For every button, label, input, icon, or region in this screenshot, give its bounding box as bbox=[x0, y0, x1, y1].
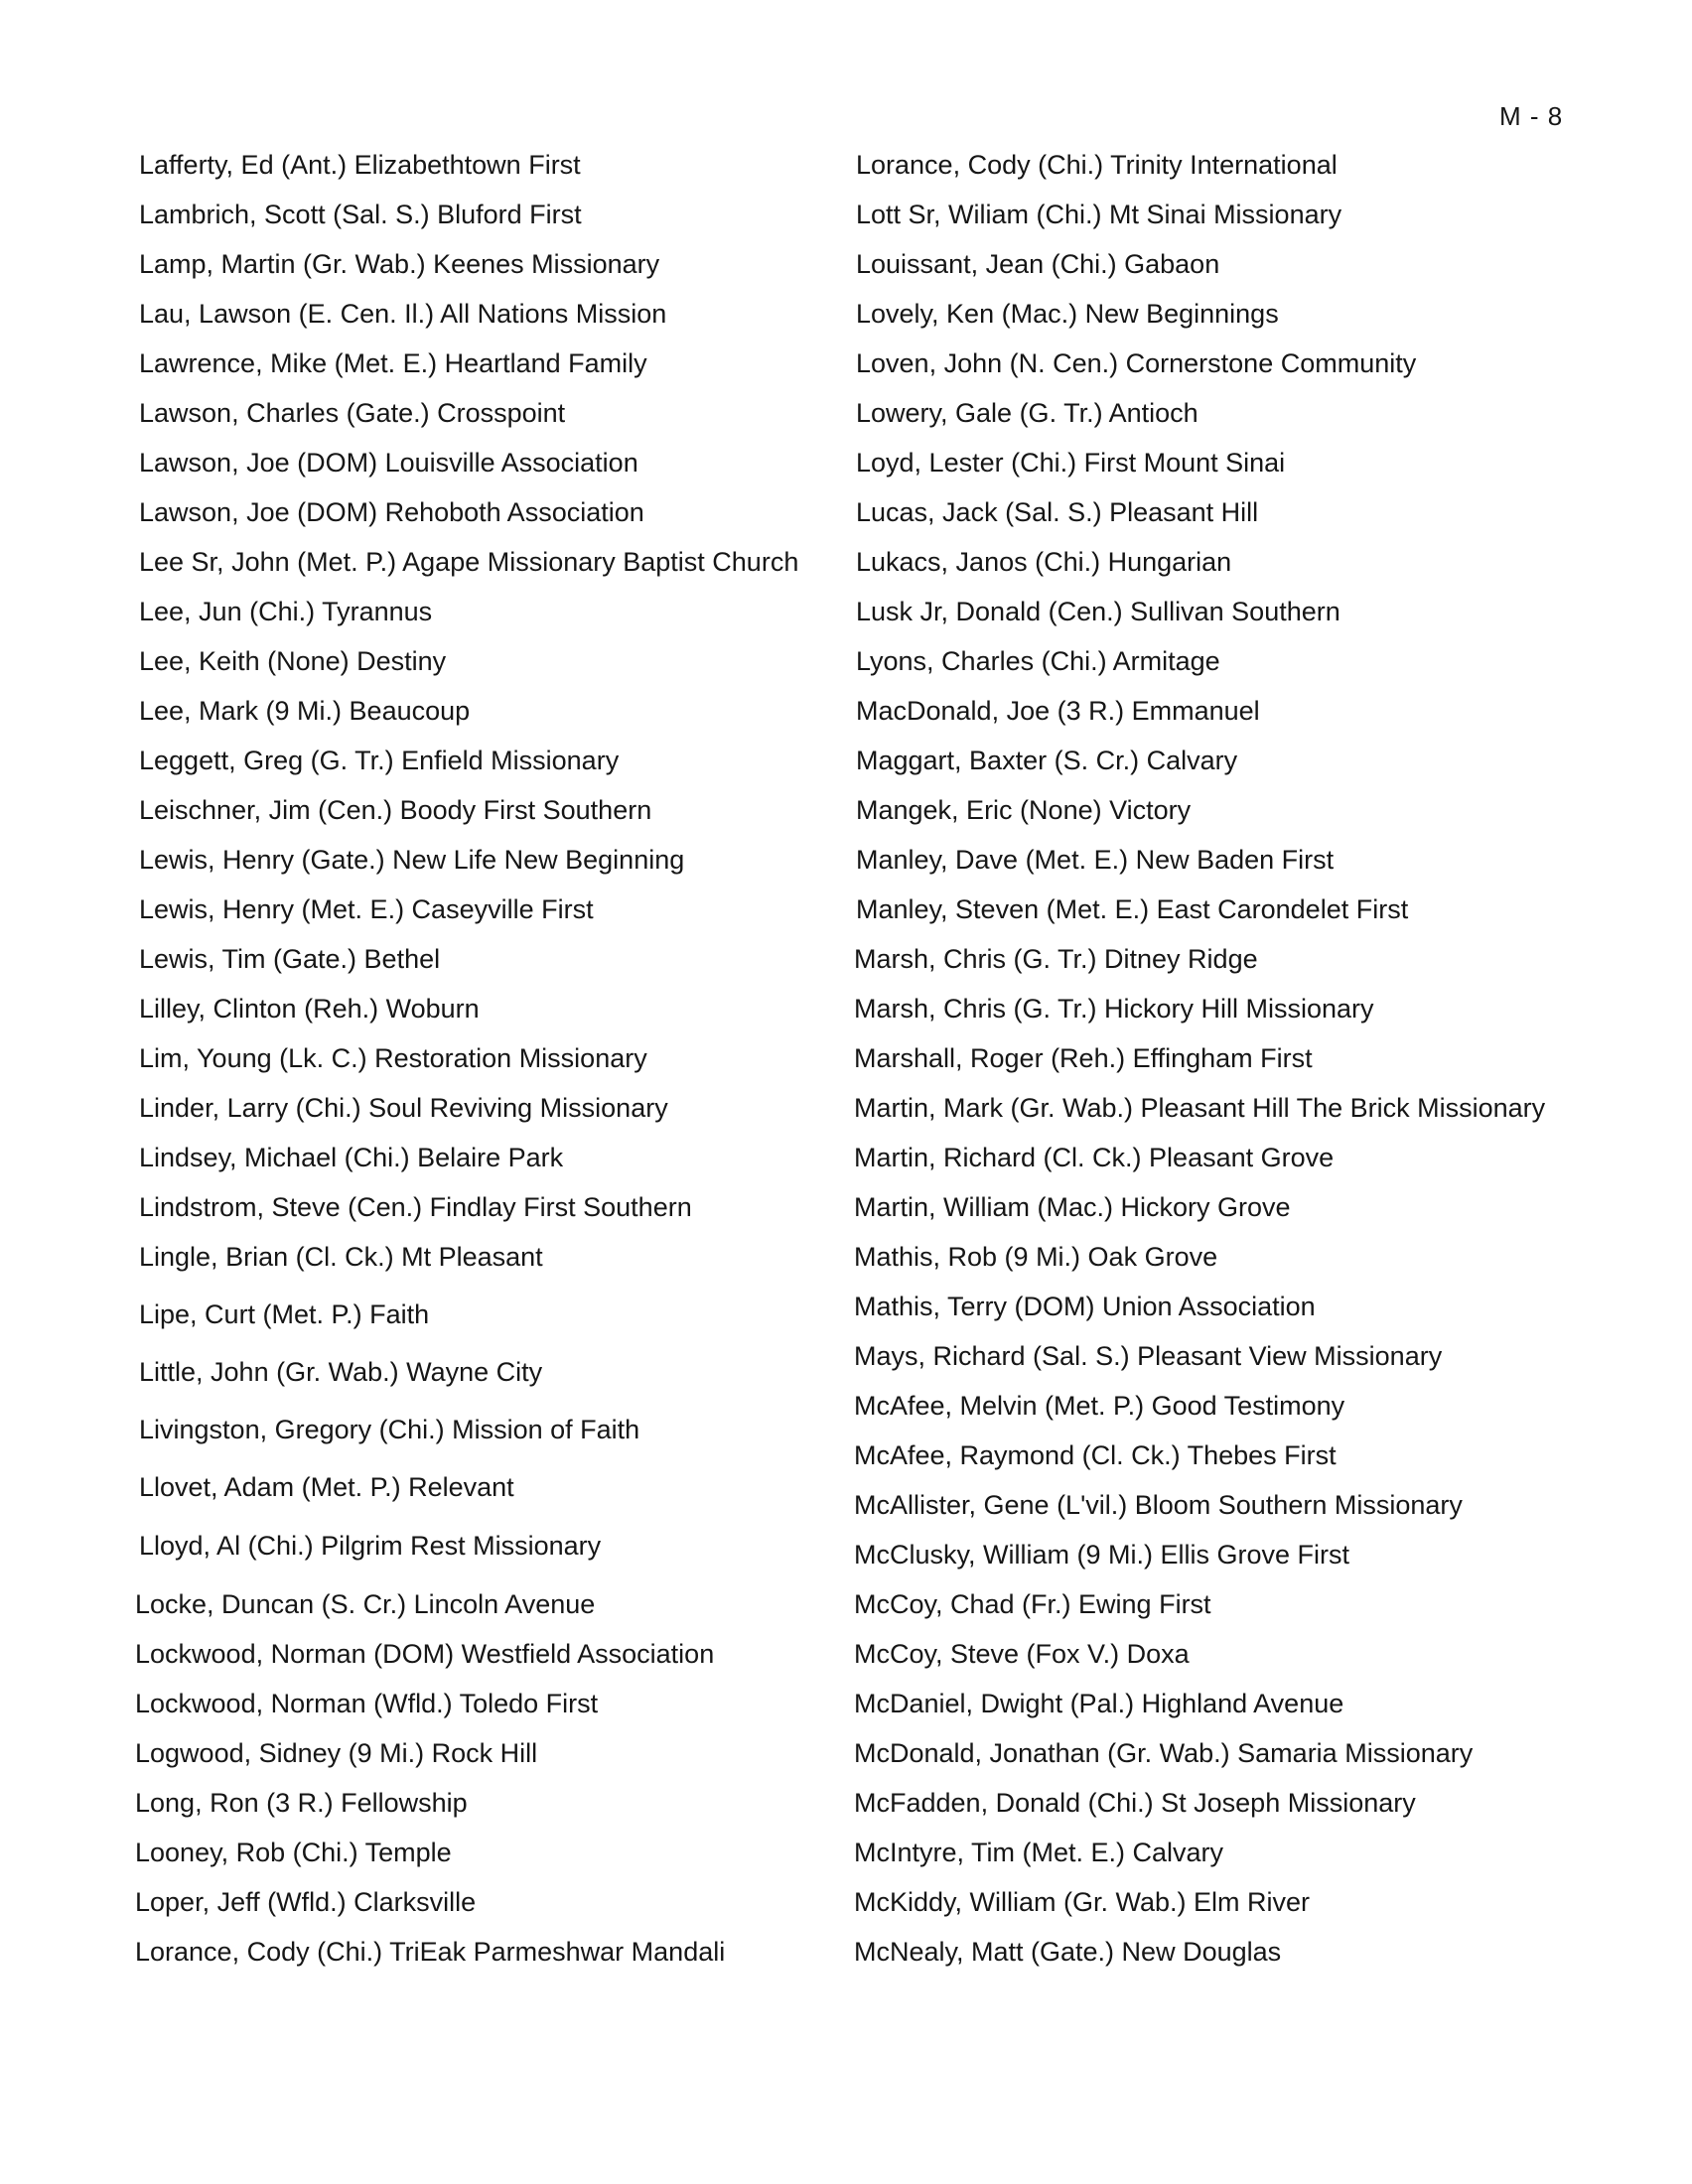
list-item: McDonald, Jonathan (Gr. Wab.) Samaria Missionary bbox=[854, 1738, 1474, 1768]
list-item: Lowery, Gale (G. Tr.) Antioch bbox=[856, 398, 1198, 428]
list-item: Lindsey, Michael (Chi.) Belaire Park bbox=[139, 1143, 564, 1172]
list-item: Martin, Richard (Cl. Ck.) Pleasant Grove bbox=[854, 1143, 1335, 1172]
list-item: Loven, John (N. Cen.) Cornerstone Community bbox=[856, 348, 1417, 378]
list-item: Loper, Jeff (Wfld.) Clarksville bbox=[135, 1887, 477, 1917]
page-number: M - 8 bbox=[1499, 101, 1564, 131]
list-item: Lee Sr, John (Met. P.) Agape Missionary Baptist Church bbox=[139, 547, 799, 577]
list-item: Lambrich, Scott (Sal. S.) Bluford First bbox=[139, 200, 582, 229]
list-item: Lau, Lawson (E. Cen. Il.) All Nations Mission bbox=[139, 299, 667, 329]
list-item: Lawson, Joe (DOM) Louisville Association bbox=[139, 448, 638, 478]
list-item: Looney, Rob (Chi.) Temple bbox=[135, 1838, 452, 1867]
list-item: Lamp, Martin (Gr. Wab.) Keenes Missionary bbox=[139, 249, 660, 279]
list-item: Marsh, Chris (G. Tr.) Ditney Ridge bbox=[854, 944, 1258, 974]
list-item: McCoy, Steve (Fox V.) Doxa bbox=[854, 1639, 1190, 1669]
list-item: Mays, Richard (Sal. S.) Pleasant View Missionary bbox=[854, 1341, 1443, 1371]
list-item: McAfee, Melvin (Met. P.) Good Testimony bbox=[854, 1391, 1345, 1421]
list-item: Mathis, Terry (DOM) Union Association bbox=[854, 1292, 1316, 1321]
list-item: Maggart, Baxter (S. Cr.) Calvary bbox=[856, 746, 1238, 775]
list-item: Manley, Steven (Met. E.) East Carondelet First bbox=[856, 894, 1409, 924]
list-item: Logwood, Sidney (9 Mi.) Rock Hill bbox=[135, 1738, 538, 1768]
list-item: Lukacs, Janos (Chi.) Hungarian bbox=[856, 547, 1232, 577]
list-item: Loyd, Lester (Chi.) First Mount Sinai bbox=[856, 448, 1286, 478]
list-item: Mathis, Rob (9 Mi.) Oak Grove bbox=[854, 1242, 1218, 1272]
list-item: Lilley, Clinton (Reh.) Woburn bbox=[139, 994, 480, 1024]
list-item: Leischner, Jim (Cen.) Boody First Southern bbox=[139, 795, 652, 825]
list-item: Livingston, Gregory (Chi.) Mission of Faith bbox=[139, 1415, 640, 1444]
list-item: Long, Ron (3 R.) Fellowship bbox=[135, 1788, 468, 1818]
list-item: McCoy, Chad (Fr.) Ewing First bbox=[854, 1589, 1211, 1619]
list-item: Lawson, Charles (Gate.) Crosspoint bbox=[139, 398, 566, 428]
list-item: Mangek, Eric (None) Victory bbox=[856, 795, 1192, 825]
list-item: Manley, Dave (Met. E.) New Baden First bbox=[856, 845, 1335, 875]
list-item: Lawson, Joe (DOM) Rehoboth Association bbox=[139, 497, 644, 527]
list-item: Lee, Keith (None) Destiny bbox=[139, 646, 447, 676]
list-item: Lewis, Henry (Gate.) New Life New Beginning bbox=[139, 845, 685, 875]
list-item: Lott Sr, Wiliam (Chi.) Mt Sinai Missionary bbox=[856, 200, 1342, 229]
list-item: McAllister, Gene (L'vil.) Bloom Southern Missionary bbox=[854, 1490, 1463, 1520]
list-item: Leggett, Greg (G. Tr.) Enfield Missionary bbox=[139, 746, 620, 775]
list-item: McClusky, William (9 Mi.) Ellis Grove First bbox=[854, 1540, 1349, 1570]
list-item: MacDonald, Joe (3 R.) Emmanuel bbox=[856, 696, 1260, 726]
list-item: Linder, Larry (Chi.) Soul Reviving Missionary bbox=[139, 1093, 668, 1123]
list-item: Lingle, Brian (Cl. Ck.) Mt Pleasant bbox=[139, 1242, 543, 1272]
list-item: McKiddy, William (Gr. Wab.) Elm River bbox=[854, 1887, 1311, 1917]
list-item: Lee, Mark (9 Mi.) Beaucoup bbox=[139, 696, 471, 726]
list-item: Little, John (Gr. Wab.) Wayne City bbox=[139, 1357, 543, 1387]
list-item: Lafferty, Ed (Ant.) Elizabethtown First bbox=[139, 150, 581, 180]
list-item: Lindstrom, Steve (Cen.) Findlay First Southern bbox=[139, 1192, 692, 1222]
list-item: McFadden, Donald (Chi.) St Joseph Missionary bbox=[854, 1788, 1416, 1818]
list-item: McNealy, Matt (Gate.) New Douglas bbox=[854, 1937, 1282, 1967]
list-item: Martin, Mark (Gr. Wab.) Pleasant Hill The Brick Missionary bbox=[854, 1093, 1546, 1123]
list-item: Lockwood, Norman (DOM) Westfield Association bbox=[135, 1639, 715, 1669]
list-item: Lipe, Curt (Met. P.) Faith bbox=[139, 1299, 430, 1329]
list-item: Marshall, Roger (Reh.) Effingham First bbox=[854, 1043, 1313, 1073]
list-item: Lim, Young (Lk. C.) Restoration Missionary bbox=[139, 1043, 647, 1073]
list-item: Llovet, Adam (Met. P.) Relevant bbox=[139, 1472, 514, 1502]
list-item: Lewis, Henry (Met. E.) Caseyville First bbox=[139, 894, 594, 924]
list-item: McAfee, Raymond (Cl. Ck.) Thebes First bbox=[854, 1440, 1337, 1470]
list-item: Lewis, Tim (Gate.) Bethel bbox=[139, 944, 441, 974]
list-item: McDaniel, Dwight (Pal.) Highland Avenue bbox=[854, 1689, 1344, 1718]
list-item: Lusk Jr, Donald (Cen.) Sullivan Southern bbox=[856, 597, 1340, 626]
list-item: Lyons, Charles (Chi.) Armitage bbox=[856, 646, 1220, 676]
list-item: Martin, William (Mac.) Hickory Grove bbox=[854, 1192, 1291, 1222]
list-item: Lee, Jun (Chi.) Tyrannus bbox=[139, 597, 433, 626]
list-item: Lockwood, Norman (Wfld.) Toledo First bbox=[135, 1689, 599, 1718]
list-item: Locke, Duncan (S. Cr.) Lincoln Avenue bbox=[135, 1589, 596, 1619]
list-item: Lorance, Cody (Chi.) Trinity International bbox=[856, 150, 1338, 180]
list-item: Lawrence, Mike (Met. E.) Heartland Family bbox=[139, 348, 647, 378]
list-item: Louissant, Jean (Chi.) Gabaon bbox=[856, 249, 1220, 279]
list-item: Marsh, Chris (G. Tr.) Hickory Hill Missionary bbox=[854, 994, 1374, 1024]
list-item: McIntyre, Tim (Met. E.) Calvary bbox=[854, 1838, 1224, 1867]
list-item: Lorance, Cody (Chi.) TriEak Parmeshwar Mandali bbox=[135, 1937, 726, 1967]
list-item: Lucas, Jack (Sal. S.) Pleasant Hill bbox=[856, 497, 1259, 527]
list-item: Lloyd, Al (Chi.) Pilgrim Rest Missionary bbox=[139, 1531, 602, 1561]
list-item: Lovely, Ken (Mac.) New Beginnings bbox=[856, 299, 1279, 329]
